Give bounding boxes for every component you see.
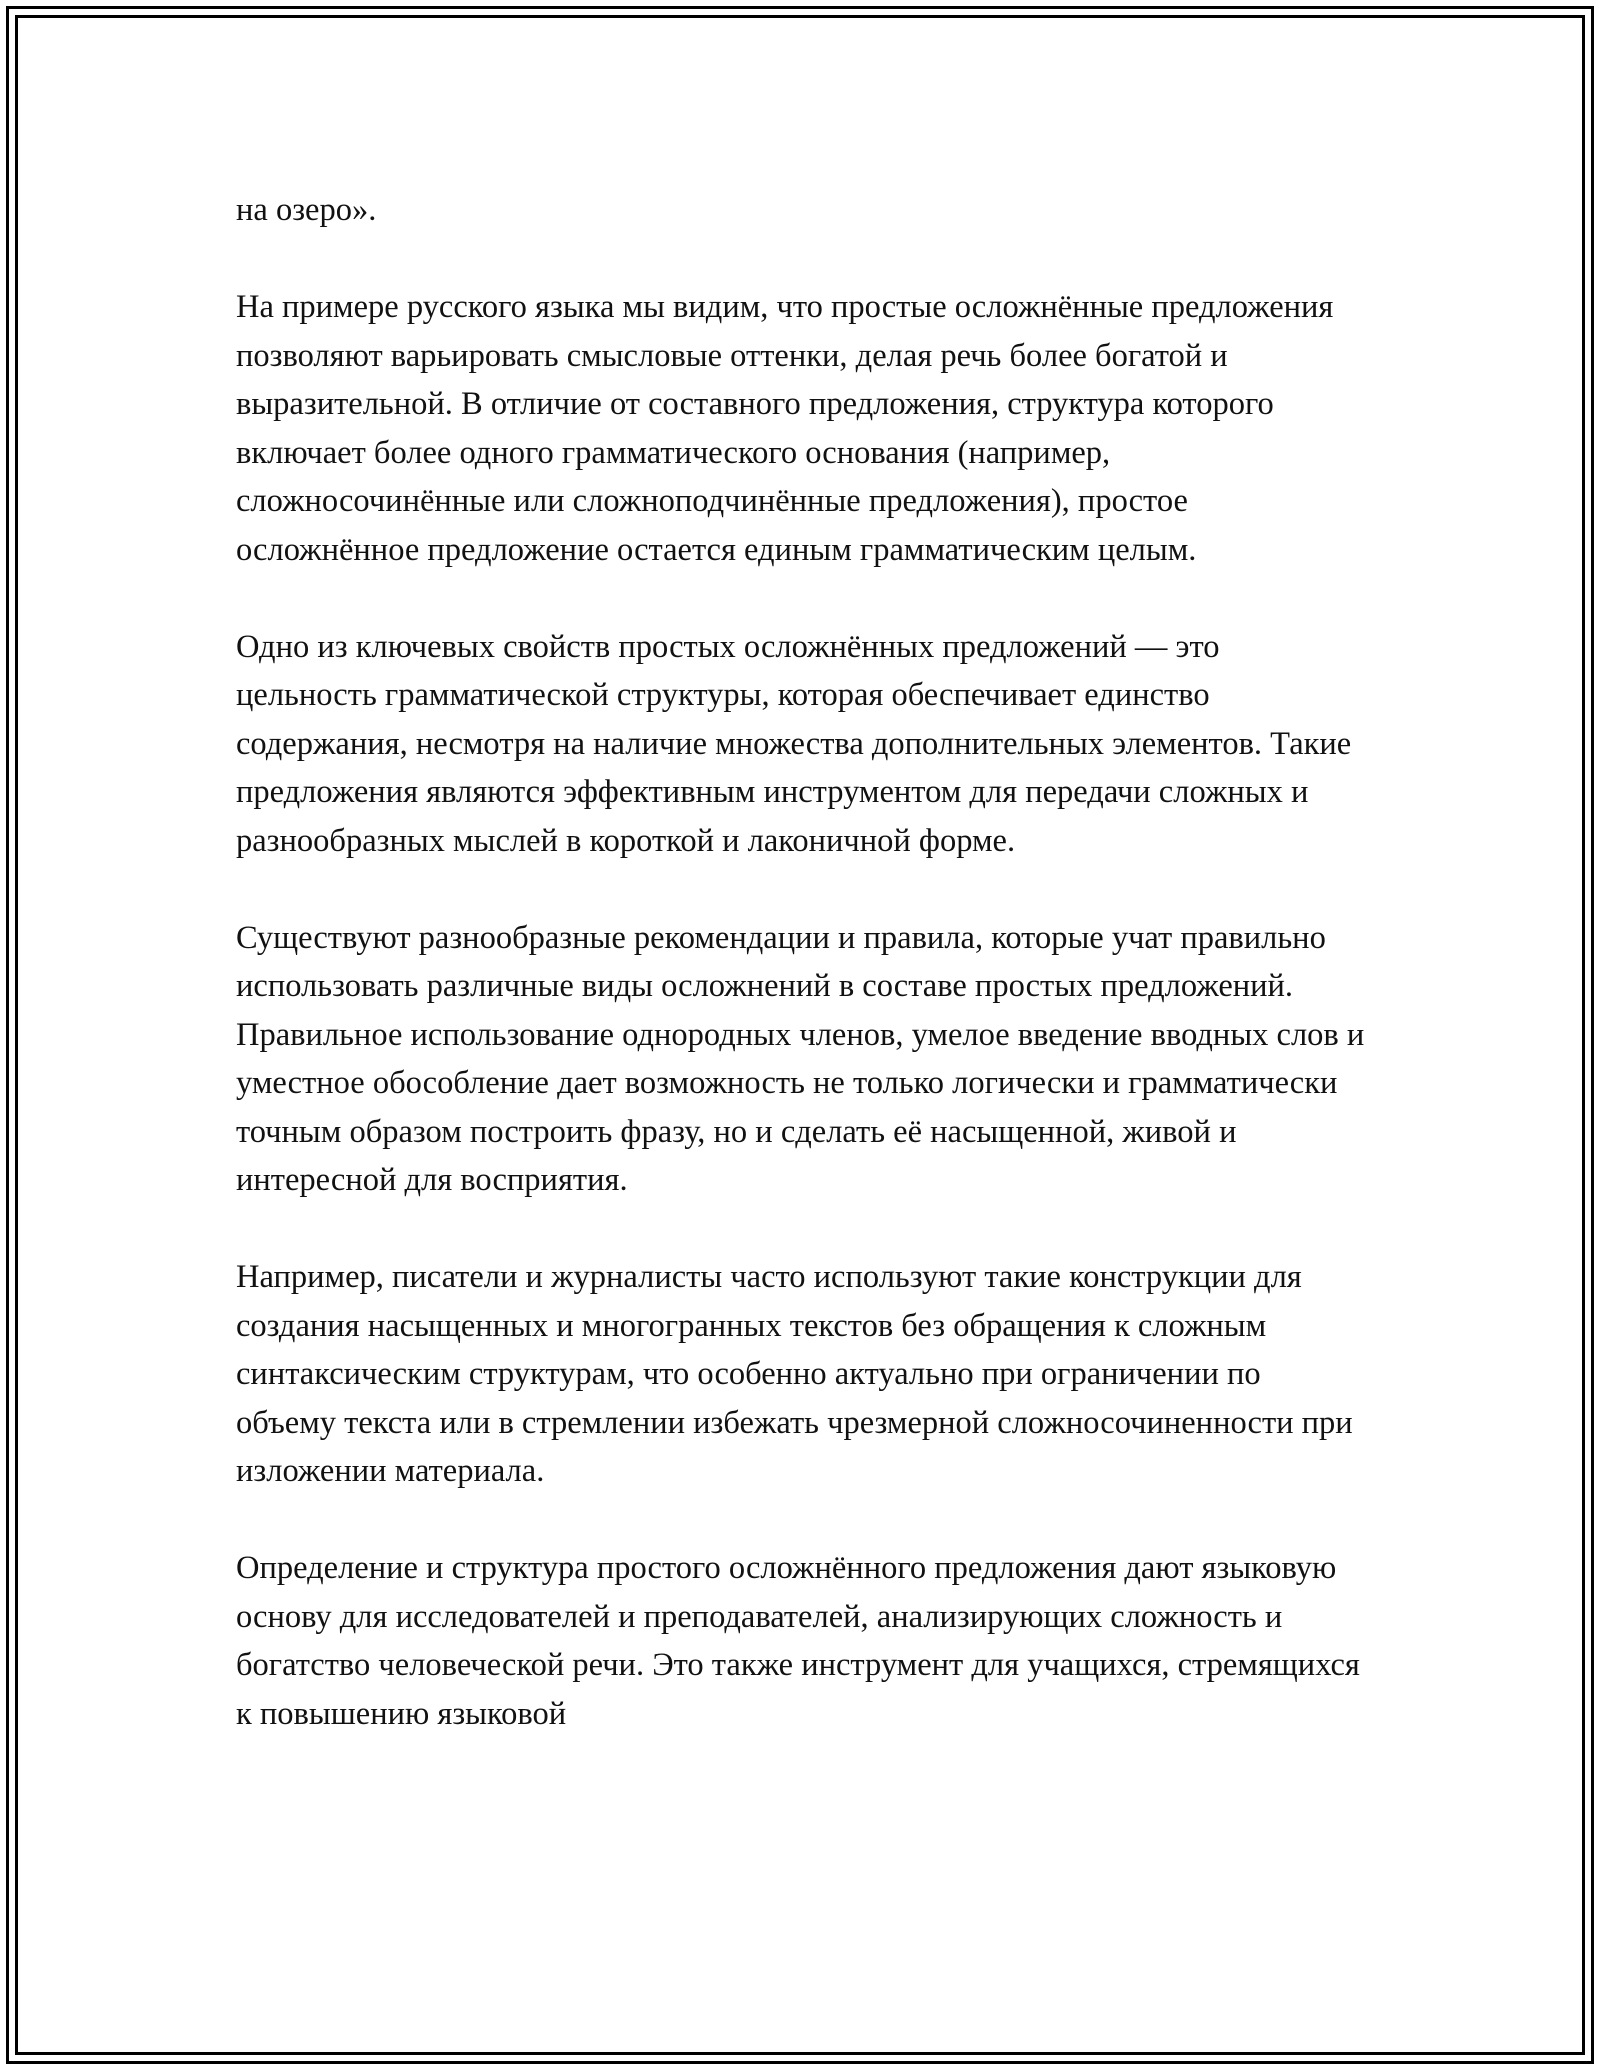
paragraph: Определение и структура простого осложнённого предложения дают языковую основу для исследователей и преподавателей, анализирующих сложность и богатство человеческой речи. Это также инструмент для учащихся, стремящихся к повышению языковой — [236, 1550, 1360, 1732]
paragraph: Существуют разнообразные рекомендации и правила, которые учат правильно использовать различные виды осложнений в составе простых предложений. Правильное использование однородных членов, умелое введение вводных слов и уместное обособление дает возможность не только логически и грамматически точным образом построить фразу, но и сделать её насыщенной, живой и интересной для восприятия. — [236, 919, 1365, 1198]
paragraph: На примере русского языка мы видим, что простые осложнённые предложения позволяют варьировать смысловые оттенки, делая речь более богатой и выразительной. В отличие от составного предложения, структура которого включает более одного грамматического основания (например, сложносочинённые или сложноподчинённые предложения), простое осложнённое предложение остается единым грамматическим целым. — [236, 289, 1334, 568]
paragraph: Одно из ключевых свойств простых осложнённых предложений — это цельность грамматической структуры, которая обеспечивает единство содержания, несмотря на наличие множества дополнительных элементов. Такие предложения являются эффективным инструментом для передачи сложных и разнообразных мыслей в короткой и лаконичной форме. — [236, 628, 1352, 859]
paragraph: на озеро». — [236, 192, 377, 228]
document-body — [236, 186, 1366, 1738]
paragraph: Например, писатели и журналисты часто используют такие конструкции для создания насыщенных и многогранных текстов без обращения к сложным синтаксическим структурам, что особенно актуально при ограничении по объему текста или в стремлении избежать чрезмерной сложносочиненности при изложении материала. — [236, 1259, 1353, 1489]
